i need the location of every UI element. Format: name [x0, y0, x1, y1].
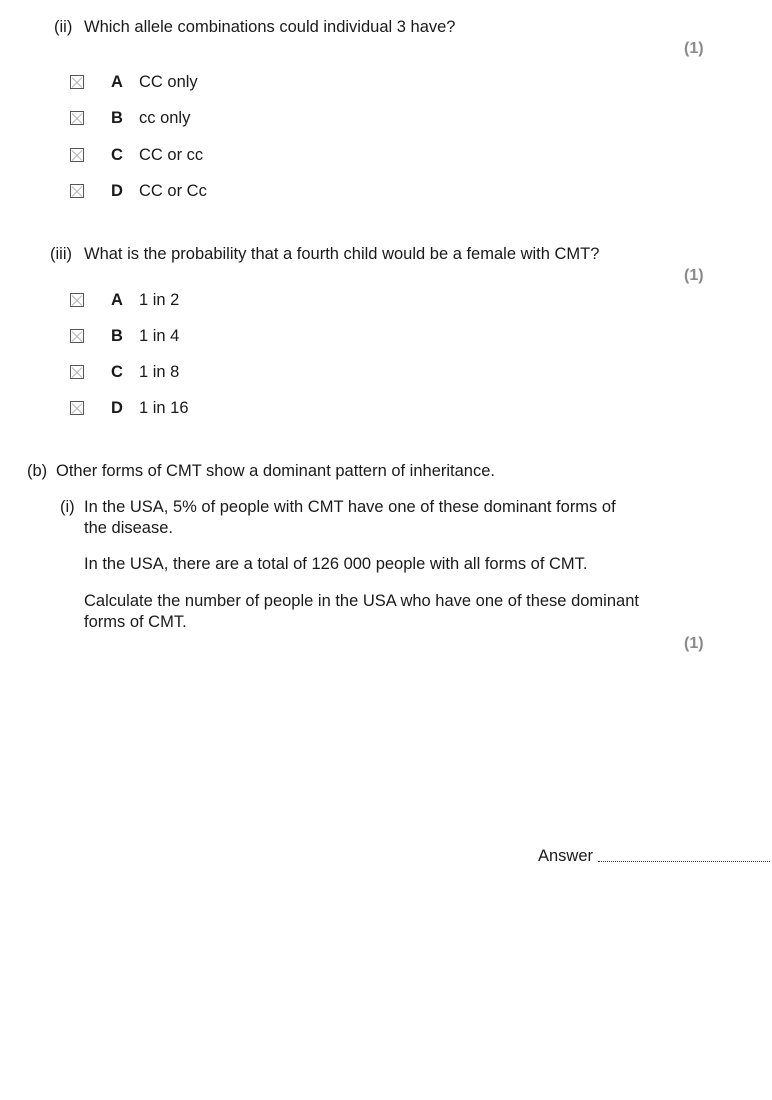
option-iii-d[interactable] — [70, 398, 189, 418]
option-letter: C — [111, 362, 123, 381]
option-text: 1 in 2 — [139, 290, 180, 309]
option-text: cc only — [139, 108, 191, 127]
option-letter: C — [111, 145, 123, 164]
option-letter: A — [111, 290, 123, 309]
marks-ii: (1) — [684, 40, 704, 57]
checkbox-icon[interactable] — [70, 365, 84, 379]
checkbox-icon[interactable] — [70, 293, 84, 307]
option-letter: B — [111, 326, 123, 345]
part-b-i-line-2: the disease. — [84, 519, 173, 537]
marks-iii: (1) — [684, 267, 704, 284]
part-b-i-line-4: Calculate the number of people in the USA who have one of these dominant — [84, 592, 639, 610]
option-letter: D — [111, 181, 123, 200]
option-text: CC or Cc — [139, 181, 207, 200]
option-ii-b[interactable] — [70, 108, 191, 128]
question-number-iii: (iii) — [50, 245, 72, 263]
checkbox-icon[interactable] — [70, 148, 84, 162]
option-ii-c[interactable] — [70, 145, 204, 165]
answer-line[interactable] — [598, 861, 770, 862]
answer-label: Answer — [538, 847, 594, 865]
option-iii-b[interactable] — [70, 326, 180, 346]
option-ii-d[interactable] — [70, 181, 207, 201]
checkbox-icon[interactable] — [70, 329, 84, 343]
checkbox-icon[interactable] — [70, 401, 84, 415]
part-b-i-line-5: forms of CMT. — [84, 613, 187, 631]
checkbox-icon[interactable] — [70, 111, 84, 125]
question-number-ii: (ii) — [54, 18, 73, 36]
option-letter: A — [111, 72, 123, 91]
option-ii-a[interactable] — [70, 72, 198, 92]
option-text: 1 in 8 — [139, 362, 180, 381]
option-text: CC only — [139, 72, 198, 91]
option-letter: D — [111, 398, 123, 417]
part-b-intro: Other forms of CMT show a dominant pattern of inheritance. — [56, 462, 495, 480]
option-text: 1 in 4 — [139, 326, 180, 345]
question-number-b-i: (i) — [60, 498, 75, 516]
part-b-i-line-3: In the USA, there are a total of 126 000 people with all forms of CMT. — [84, 555, 588, 573]
question-text-iii: What is the probability that a fourth child would be a female with CMT? — [84, 245, 600, 263]
option-text: CC or cc — [139, 145, 204, 164]
part-b-i-line-1: In the USA, 5% of people with CMT have one of these dominant forms of — [84, 498, 616, 516]
option-iii-a[interactable] — [70, 290, 180, 310]
option-text: 1 in 16 — [139, 398, 189, 417]
marks-b-i: (1) — [684, 635, 704, 652]
checkbox-icon[interactable] — [70, 75, 84, 89]
question-text-ii: Which allele combinations could individual 3 have? — [84, 18, 456, 36]
option-iii-c[interactable] — [70, 362, 180, 382]
checkbox-icon[interactable] — [70, 184, 84, 198]
option-letter: B — [111, 108, 123, 127]
question-number-b: (b) — [27, 462, 48, 480]
